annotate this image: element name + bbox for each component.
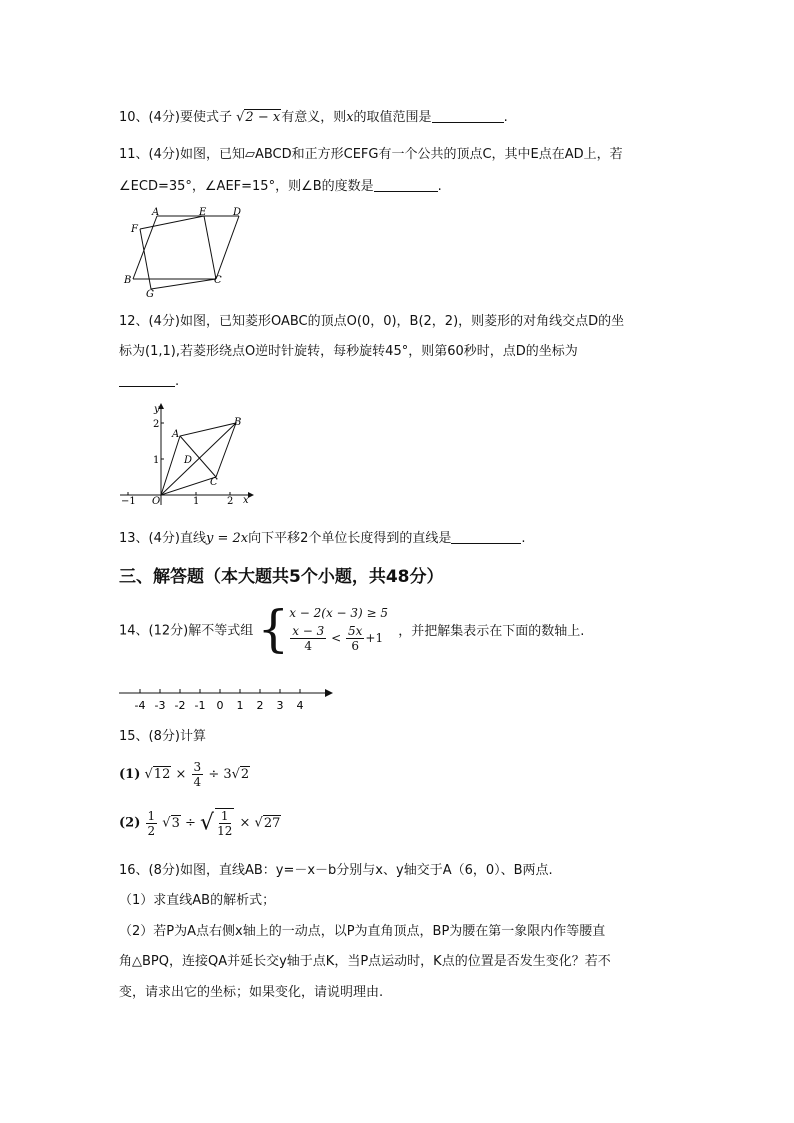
question-13 — [119, 529, 526, 548]
q16-sub2-text-c: 变，请求出它的坐标；如果变化，请说明理由. — [119, 985, 384, 1000]
q12-tick-xm1: −1 — [121, 496, 136, 507]
question-16 — [119, 862, 553, 880]
q13-answer-blank[interactable] — [451, 529, 521, 544]
q14-number: 14、(12分) — [119, 623, 189, 639]
number-line-label: -2 — [174, 699, 186, 712]
q15-part-2: (2) $\frac{1}{2}$ √3 ÷ √ $\frac{1}{12}$ × √27 — [119, 808, 281, 838]
q10-text-post: 的取值范围是 — [353, 110, 432, 125]
q10-radical: √2 − x — [236, 110, 281, 125]
q15-p2-sqrt-frac: √ — [200, 810, 215, 836]
q12-tick-x2: 2 — [227, 496, 234, 507]
q15-p2-frac: $\frac{1}{2}$ — [147, 808, 156, 838]
q15-p1-div: ÷ 3 — [208, 767, 232, 782]
q11-label-A: A — [152, 207, 160, 218]
q16-number: 16、(8分) — [119, 863, 180, 878]
q13-equation: y = 2x — [205, 531, 249, 546]
q12-label-B: B — [234, 417, 242, 428]
q16-text1: 如图，直线AB：y=－x－b分别与x、y轴交于A（6，0）、B两点. — [179, 863, 553, 878]
q16-sub-1 — [119, 892, 275, 910]
q11-label-F: F — [131, 224, 138, 235]
q13-text-post: 向下平移2个单位长度得到的直线是 — [248, 531, 452, 546]
q15-part1-label: (1) — [119, 767, 141, 782]
q12-text2: 标为(1,1),若菱形绕点O逆时针旋转，每秒旋转45°，则第60秒时，点D的坐标为 — [119, 344, 578, 359]
q14-frac-1: $\frac{x - 3}{4}$ — [292, 623, 325, 653]
q10-text-mid: 有意义，则 — [281, 110, 347, 125]
number-line-label: 3 — [276, 699, 284, 712]
number-line-label: 2 — [256, 699, 264, 712]
q15-part2-label: (2) — [119, 815, 141, 831]
q16-sub2-text-b: 角△BPQ，连接QA并延长交y轴于点K，当P点运动时，K点的位置是否发生变化？若不 — [119, 954, 611, 969]
q12-figure — [116, 403, 256, 508]
q10-answer-blank[interactable] — [432, 108, 504, 123]
q15-p2-sqrt27: √27 — [254, 815, 281, 831]
q15-number: 15、(8分) — [119, 729, 180, 744]
q10-text: 要使式子 — [179, 110, 232, 125]
question-11-line2 — [119, 177, 442, 196]
q13-end: . — [521, 531, 526, 546]
number-line-label: -4 — [134, 699, 146, 712]
q12-label-O: O — [152, 496, 161, 507]
number-line-label: -1 — [194, 699, 206, 712]
q12-number: 12、(4分) — [119, 314, 180, 329]
number-line-label: 4 — [296, 699, 304, 712]
q11-label-B: B — [124, 275, 132, 286]
q12-tick-x1: 1 — [193, 496, 200, 507]
q11-text2: ∠ECD=35°，∠AEF=15°，则∠B的度数是 — [119, 179, 374, 194]
q12-tick-y1: 1 — [153, 455, 160, 466]
q11-figure — [119, 205, 254, 300]
q11-end: . — [437, 179, 442, 194]
number-line-label: 0 — [216, 699, 224, 712]
q16-sub-2c — [119, 984, 383, 1002]
section-heading: 三、解答题（本大题共5个小题，共48分） — [119, 567, 444, 587]
q14-text-pre: 解不等式组 — [188, 623, 254, 639]
q10-var: x — [346, 110, 354, 125]
number-line-label: -3 — [154, 699, 166, 712]
q12-text1: 如图，已知菱形OABC的顶点O(0，0)，B(2，2)，则菱形的对角线交点D的坐 — [179, 314, 625, 329]
q15-p2-sqrt3: √3 — [162, 815, 180, 831]
question-11-line1 — [119, 146, 623, 164]
q10-number: 10、(4分) — [119, 110, 180, 125]
q12-end: . — [175, 374, 180, 389]
question-14 — [119, 600, 585, 658]
number-line-label: 1 — [236, 699, 244, 712]
q15-p1-frac: $\frac{3}{4}$ — [193, 760, 202, 789]
q15-p1-sqrt12: √12 — [144, 767, 171, 782]
q11-label-D: D — [233, 207, 242, 218]
q11-text1: 如图，已知▱ABCD和正方形CEFG有一个公共的顶点C，其中E点在AD上，若 — [179, 147, 623, 162]
q15-title: 计算 — [179, 729, 206, 744]
q15-part-1: (1) √12 × $\frac{3}{4}$ ÷ 3√2 — [119, 760, 250, 789]
question-15 — [119, 728, 206, 746]
q12-axis-x: x — [243, 495, 249, 506]
q14-plus-one: +1 — [365, 630, 384, 645]
q11-answer-blank[interactable] — [374, 177, 438, 192]
q11-label-C: C — [214, 275, 222, 286]
q14-frac-2: $\frac{5x}{6}$ — [348, 623, 363, 653]
q16-sub1-text: （1）求直线AB的解析式； — [119, 893, 276, 908]
question-12-line3 — [119, 372, 179, 391]
q16-sub2-text-a: （2）若P为A点右侧x轴上的一动点，以P为直角顶点，BP为腰在第一象限内作等腰直 — [119, 924, 606, 939]
q12-answer-blank[interactable] — [119, 372, 175, 387]
q14-system — [289, 606, 388, 653]
q10-end: . — [503, 110, 508, 125]
q14-brace: { — [257, 600, 290, 658]
question-12-line2 — [119, 343, 578, 361]
q15-p2-frac-under-root: $\frac{1}{12}$ — [217, 809, 233, 838]
question-10 — [119, 108, 508, 127]
q15-p1-sqrt2: √2 — [231, 767, 250, 782]
q14-inequality-1: x − 2(x − 3) ≥ 5 — [289, 605, 389, 620]
q12-tick-y2: 2 — [153, 419, 160, 430]
q14-text-post: ，并把解集表示在下面的数轴上. — [398, 623, 585, 639]
q14-inequality-2 — [289, 624, 388, 653]
q14-lt: < — [331, 630, 342, 645]
q13-number: 13、(4分) — [119, 531, 180, 546]
q16-sub-2a — [119, 923, 605, 941]
question-12-line1 — [119, 313, 624, 331]
q14-number-line — [119, 686, 339, 712]
q16-sub-2b — [119, 953, 611, 971]
q12-label-D: D — [184, 455, 193, 466]
q13-text-pre: 直线 — [179, 531, 206, 546]
q11-label-E: E — [199, 207, 207, 218]
q12-label-A: A — [172, 429, 180, 440]
q11-number: 11、(4分) — [119, 147, 180, 162]
q12-axis-y: y — [154, 404, 160, 415]
q11-label-G: G — [146, 289, 154, 300]
q12-label-C: C — [210, 477, 218, 488]
